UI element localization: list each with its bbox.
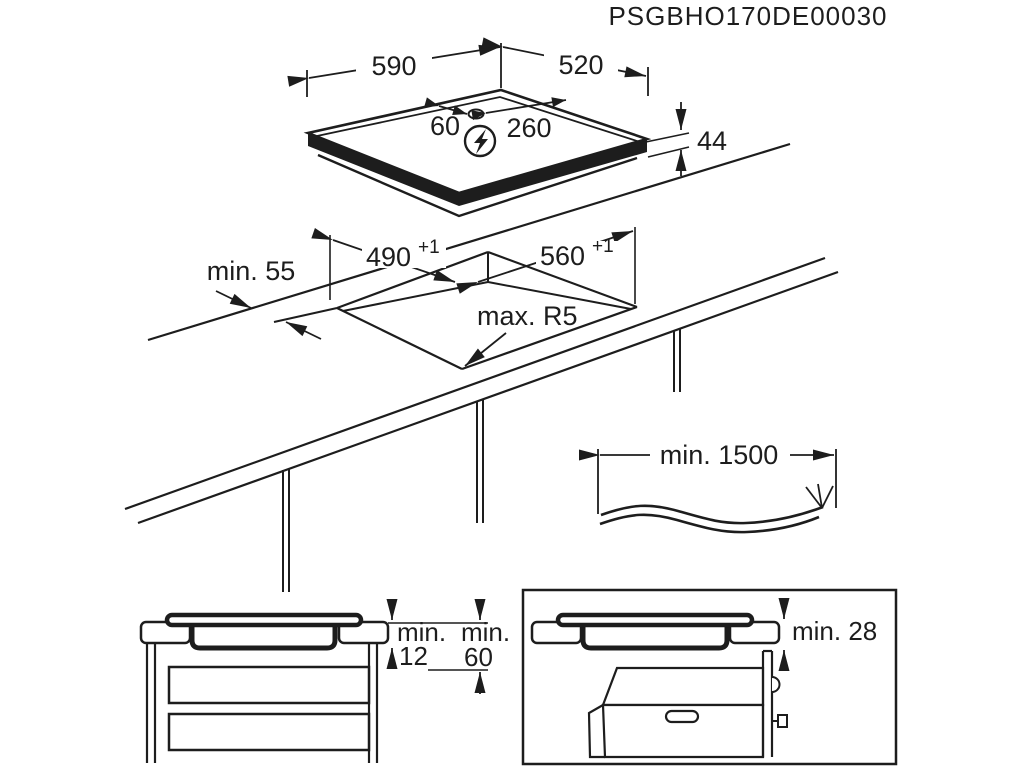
hob-isometric-view	[307, 43, 727, 216]
hob-body-box	[192, 625, 335, 648]
top-to-drawer-value: 60	[464, 642, 493, 672]
drawer-clearance-view	[141, 600, 510, 763]
cutout-depth-label: 490	[366, 242, 412, 272]
document-number: PSGBHO170DE00030	[608, 1, 888, 31]
cable-offset-b-label: 260	[506, 113, 552, 143]
worktop-front-edge-top	[125, 258, 825, 509]
cutout-width-tolerance: +1	[592, 236, 614, 257]
dim-drawer-clearances	[388, 600, 510, 694]
hob-height-label: 44	[697, 126, 728, 156]
oven-hinge	[772, 677, 780, 692]
oven-knob	[778, 715, 787, 727]
edge-clearance-label: min. 55	[206, 256, 296, 286]
oven-handle	[666, 711, 698, 722]
oven-icon	[589, 651, 787, 757]
hob-glass	[167, 615, 361, 625]
drawer-front-2	[169, 714, 369, 750]
hob-to-drawer-value: 12	[399, 641, 428, 671]
top-to-drawer-prefix: min.	[461, 617, 511, 647]
dim-edge-clearance	[207, 256, 337, 339]
dim-hob-depth	[503, 47, 648, 96]
dim-cutout-width	[478, 227, 635, 304]
dim-cutout-depth	[330, 235, 455, 300]
drawer-front-1	[169, 667, 369, 703]
cutout-width-label: 560	[540, 241, 586, 271]
hob-glass	[558, 615, 752, 625]
worktop-perspective	[125, 144, 838, 592]
hob-width-label: 590	[371, 51, 417, 81]
cable-icon	[600, 484, 833, 532]
cabinet-legs	[283, 329, 680, 592]
cable-entry-hole	[469, 110, 484, 119]
cable-view	[598, 440, 836, 532]
dim-hob-width	[307, 43, 501, 97]
cable-length-label: min. 1500	[659, 440, 779, 470]
power-icon	[465, 126, 495, 156]
cable-offset-a-label: 60	[429, 111, 461, 141]
hob-to-oven-label: min. 28	[792, 616, 878, 646]
oven-clearance-view	[523, 590, 896, 764]
cutout-depth-tolerance: +1	[418, 237, 440, 258]
dim-hob-height	[641, 102, 727, 176]
hob-depth-label: 520	[558, 50, 604, 80]
corner-radius-label: max. R5	[477, 301, 578, 331]
hob-to-drawer-prefix: min.	[397, 617, 447, 647]
